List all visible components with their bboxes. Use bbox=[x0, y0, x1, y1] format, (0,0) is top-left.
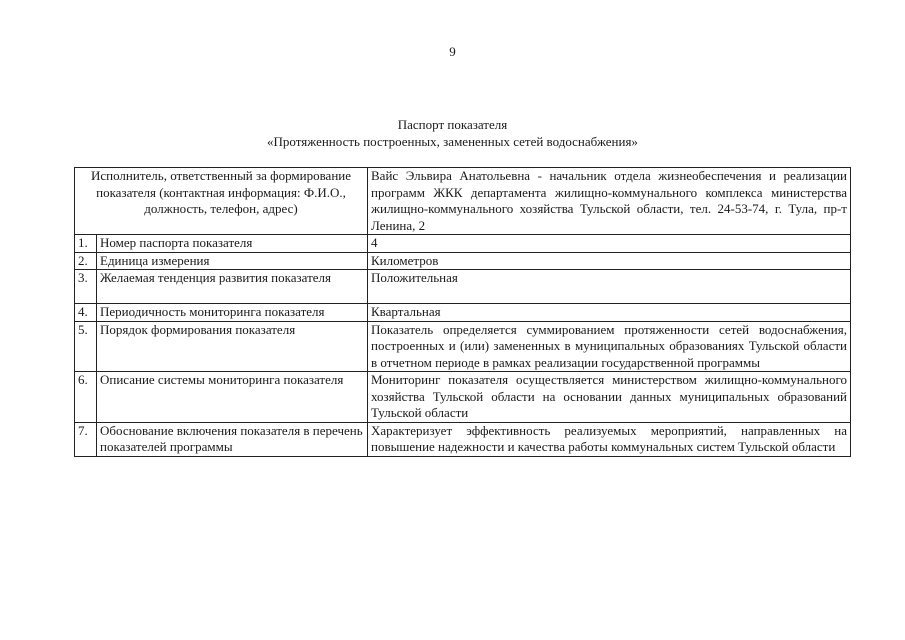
row-label: Периодичность мониторинга показателя bbox=[97, 304, 368, 322]
row-label: Описание системы мониторинга показателя bbox=[97, 372, 368, 423]
table-row bbox=[75, 235, 851, 253]
passport-table bbox=[74, 167, 851, 457]
page-number: 9 bbox=[449, 44, 456, 59]
passport-title bbox=[0, 116, 905, 150]
row-number: 2. bbox=[75, 252, 97, 270]
table-row bbox=[75, 422, 851, 456]
row-value: Мониторинг показателя осуществляется министерством жилищно-коммунального хозяйства Тульской области на основании данных муниципальных образований Тульской области bbox=[368, 372, 851, 423]
row-value: Километров bbox=[368, 252, 851, 270]
table-row bbox=[75, 270, 851, 304]
row-number: 4. bbox=[75, 304, 97, 322]
table-row bbox=[75, 372, 851, 423]
row-value: 4 bbox=[368, 235, 851, 253]
passport-title-line1: Паспорт показателя bbox=[397, 117, 508, 132]
row-label: Обоснование включения показателя в перечень показателей программы bbox=[97, 422, 368, 456]
table-row bbox=[75, 321, 851, 372]
table-row bbox=[75, 304, 851, 322]
table-row bbox=[75, 252, 851, 270]
row-number: 1. bbox=[75, 235, 97, 253]
row-label: Желаемая тенденция развития показателя bbox=[97, 270, 368, 304]
table-row-executor bbox=[75, 168, 851, 235]
row-number: 6. bbox=[75, 372, 97, 423]
row-value: Квартальная bbox=[368, 304, 851, 322]
row-value: Положительная bbox=[368, 270, 851, 304]
row-label: Единица измерения bbox=[97, 252, 368, 270]
executor-label: Исполнитель, ответственный за формирование показателя (контактная информация: Ф.И.О., должность, телефон, адрес) bbox=[75, 168, 368, 235]
row-label: Номер паспорта показателя bbox=[97, 235, 368, 253]
row-number: 3. bbox=[75, 270, 97, 304]
executor-value: Вайс Эльвира Анатольевна - начальник отдела жизнеобеспечения и реализации программ ЖКК департамента жилищно-коммунального комплекса министерства жилищно-коммунального хозяйства Тульской области, тел. 24-53-74, г. Тула, пр-т Ленина, 2 bbox=[368, 168, 851, 235]
row-number: 7. bbox=[75, 422, 97, 456]
row-number: 5. bbox=[75, 321, 97, 372]
passport-title-line2: «Протяженность построенных, замененных сетей водоснабжения» bbox=[267, 134, 638, 149]
row-value: Характеризует эффективность реализуемых мероприятий, направленных на повышение надежности и качества работы коммунальных систем Тульской области bbox=[368, 422, 851, 456]
row-label: Порядок формирования показателя bbox=[97, 321, 368, 372]
row-value: Показатель определяется суммированием протяженности сетей водоснабжения, построенных и (или) замененных в муниципальных образованиях Тульской области в отчетном периоде в рамках реализации государственной программы bbox=[368, 321, 851, 372]
